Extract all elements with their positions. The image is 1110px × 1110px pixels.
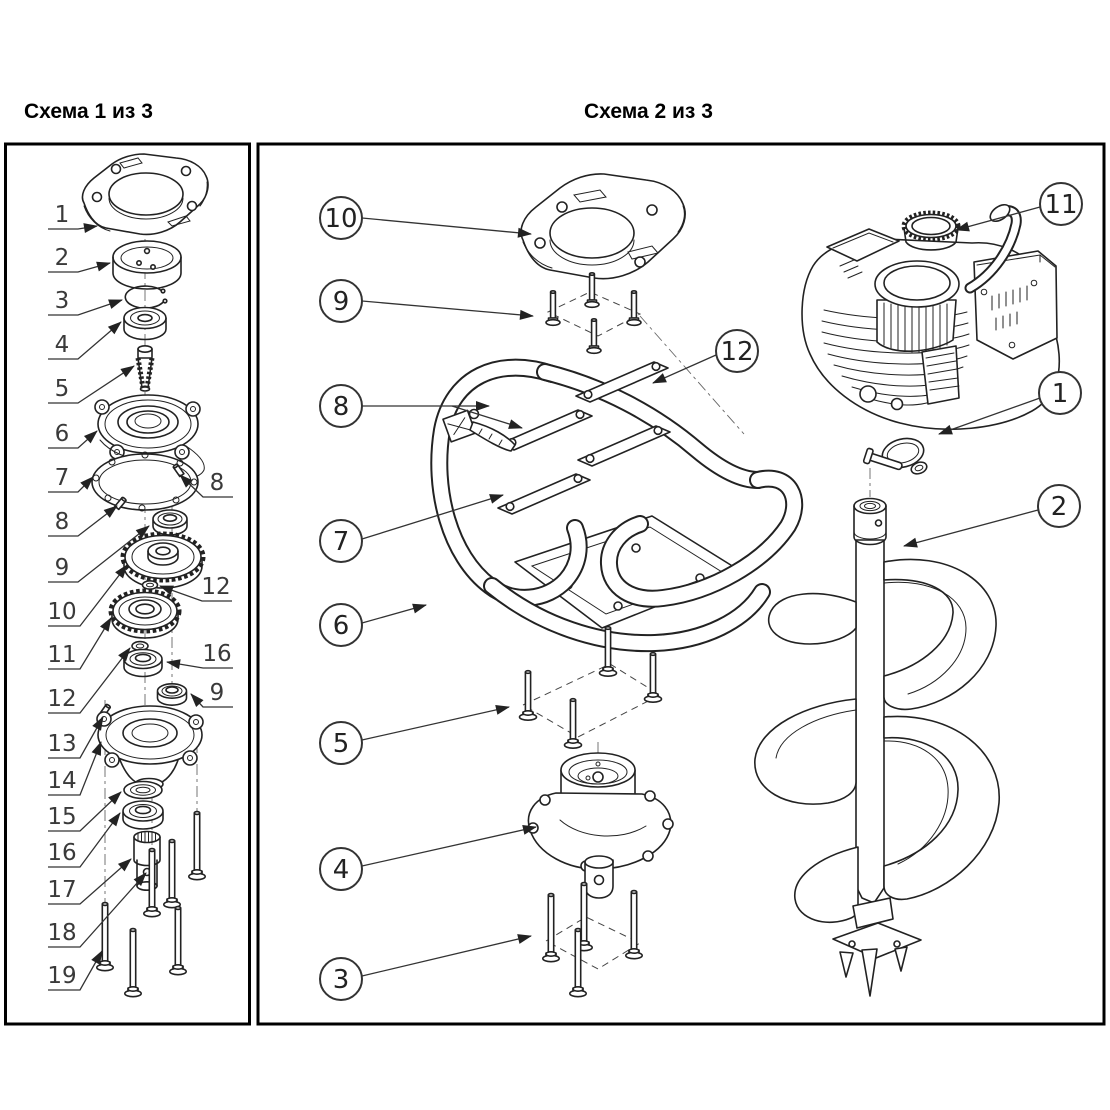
svg-text:12: 12	[720, 337, 754, 367]
lower-housing-drawing	[97, 706, 203, 790]
bolt-set-drawing	[543, 883, 642, 997]
callout-2	[904, 485, 1080, 546]
callout-10	[320, 197, 531, 239]
svg-text:8: 8	[332, 392, 350, 422]
svg-text:9: 9	[209, 680, 225, 706]
svg-text:18: 18	[47, 920, 77, 946]
svg-text:16: 16	[202, 641, 232, 667]
gearbox-assembly-drawing	[528, 753, 673, 898]
pinion-shaft-drawing	[138, 346, 152, 391]
callout-4	[320, 827, 536, 890]
part-label-4	[48, 322, 121, 359]
engine-drawing	[802, 201, 1059, 429]
svg-text:10: 10	[324, 204, 358, 234]
svg-text:9: 9	[332, 287, 350, 317]
bearing-drawing	[123, 801, 163, 829]
part-label-6	[48, 421, 97, 448]
part-label-3	[48, 288, 122, 315]
svg-text:3: 3	[54, 288, 70, 314]
throttle-lever-drawing	[443, 410, 515, 452]
callout-12	[653, 330, 758, 383]
exploded-gearbox-diagram	[47, 154, 233, 997]
svg-text:5: 5	[332, 729, 350, 759]
svg-text:1: 1	[54, 202, 70, 228]
svg-text:10: 10	[47, 599, 77, 625]
callout-6	[320, 604, 426, 646]
callout-7	[320, 495, 503, 562]
svg-text:17: 17	[47, 877, 77, 903]
callout-9	[320, 280, 533, 322]
svg-text:15: 15	[47, 804, 77, 830]
svg-text:11: 11	[1044, 190, 1078, 220]
clutch-drum-drawing	[113, 241, 181, 289]
bearing-drawing	[124, 650, 162, 677]
callout-3	[320, 936, 531, 1000]
gasket-drawing	[92, 452, 198, 511]
svg-text:2: 2	[54, 245, 70, 271]
callout-5	[320, 707, 509, 764]
callout-8	[320, 385, 522, 428]
mounting-plate-drawing	[82, 154, 208, 234]
shackle-pin-drawing	[863, 434, 928, 476]
part-label-5	[48, 366, 134, 403]
part-label-19	[47, 951, 102, 990]
svg-text:12: 12	[47, 686, 77, 712]
assembly-diagram	[320, 174, 1082, 1000]
svg-text:4: 4	[54, 332, 70, 358]
svg-text:12: 12	[201, 574, 231, 600]
svg-text:16: 16	[47, 840, 77, 866]
bearing-drawing	[153, 510, 187, 535]
part-label-13	[47, 717, 103, 758]
svg-text:13: 13	[47, 731, 77, 757]
page-title-schema2: Схема 2 из 3	[584, 100, 713, 123]
seal-ring-drawing	[124, 782, 162, 799]
svg-text:14: 14	[47, 768, 77, 794]
part-label-2	[48, 245, 110, 272]
gear-large-drawing	[124, 535, 202, 588]
part-label-9-right	[191, 680, 233, 707]
svg-text:3: 3	[332, 965, 350, 995]
washer-drawing	[143, 581, 158, 589]
svg-text:6: 6	[54, 421, 70, 447]
svg-text:9: 9	[54, 555, 70, 581]
part-label-8-left	[48, 506, 117, 536]
mounting-plate-drawing	[521, 174, 685, 279]
svg-text:6: 6	[332, 611, 350, 641]
page-title-schema1: Схема 1 из 3	[24, 100, 153, 123]
svg-text:4: 4	[332, 855, 350, 885]
svg-text:2: 2	[1050, 492, 1068, 522]
svg-text:19: 19	[47, 963, 77, 989]
auger-drawing	[755, 499, 999, 997]
svg-text:8: 8	[54, 509, 70, 535]
svg-text:1: 1	[1051, 379, 1069, 409]
part-label-15	[47, 792, 121, 831]
svg-text:8: 8	[209, 470, 225, 496]
svg-text:11: 11	[47, 642, 77, 668]
svg-text:5: 5	[54, 376, 70, 402]
handle-frame-drawing	[439, 368, 794, 643]
bolt-set-drawing	[546, 273, 641, 354]
part-label-16-right	[167, 641, 233, 668]
svg-text:7: 7	[54, 465, 70, 491]
part-label-7	[48, 465, 93, 492]
bearing-drawing	[158, 684, 187, 705]
svg-text:7: 7	[332, 527, 350, 557]
